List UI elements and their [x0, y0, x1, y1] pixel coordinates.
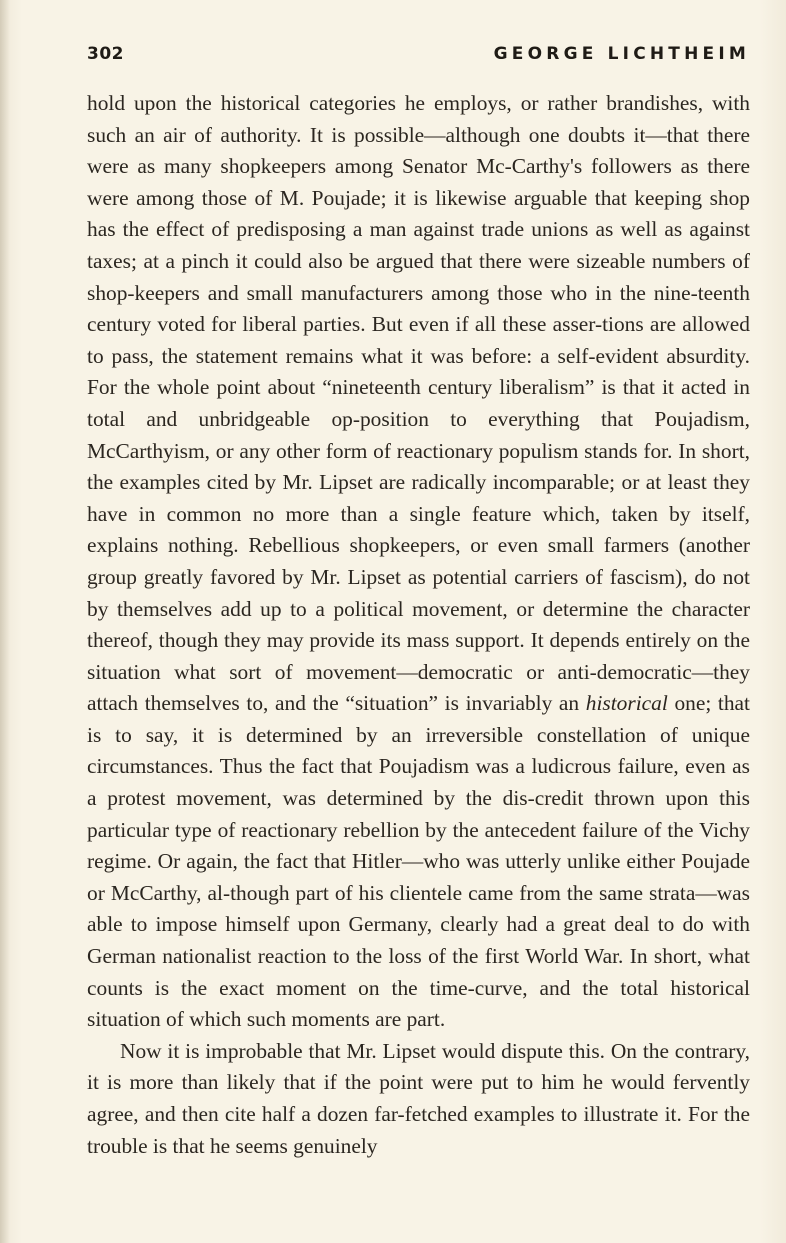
paragraph-1-text-before: hold upon the historical categories he employs, or rather brandishes, with such an air of authority. It is possible—although one doubts it—that there were as many shopkeepers among Senator Mc-Carthy's followers as there were among those of M. Poujade; it is likewise arguable that keeping shop has the effect of predisposing a man against trade unions as well as against taxes; at a pinch it could also be argued that there were sizeable numbers of shop-keepers and small manufacturers among those who in the nine-teenth century voted for liberal parties. But even if all these asser-tions are allowed to pass, the statement remains what it was before: a self-evident absurdity. For the whole point about “nineteenth century liberalism” is that it acted in total and unbridgeable op-position to everything that Poujadism, McCarthyism, or any other form of reactionary populism stands for. In short, the examples cited by Mr. Lipset are radically incomparable; or at least they have in common no more than a single feature which, taken by itself, explains nothing. Rebellious shopkeepers, or even small farmers (another group greatly favored by Mr. Lipset as potential carriers of fascism), do not by themselves add up to a political movement, or determine the character thereof, though they may provide its mass support. It depends entirely on the situation what sort of movement—democratic or anti-democratic—they attach themselves to, and the “situation” is invariably an [87, 91, 750, 716]
paragraph-2: Now it is improbable that Mr. Lipset would dispute this. On the contrary, it is more than likely that if the point were put to him he would fervently agree, and then cite half a dozen far-fetched examples to illustrate it. For the trouble is that he seems genuinely [87, 1038, 750, 1158]
paragraph-1 [87, 88, 750, 1036]
paragraph-1-text-after: one; that is to say, it is determined by an irreversible constellation of unique circumstances. Thus the fact that Poujadism was a ludicrous failure, even as a protest movement, was determined by the dis-credit thrown upon this particular type of reactionary rebellion by the antecedent failure of the Vichy regime. Or again, the fact that Hitler—who was utterly unlike either Poujade or McCarthy, al-though part of his clientele came from the same strata—was able to impose himself upon Germany, clearly had a great deal to do with German nationalist reaction to the loss of the first World War. In short, what counts is the exact moment on the time-curve, and the total historical situation of which such moments are part. [87, 691, 750, 1032]
body-text [87, 88, 750, 1162]
emphasis-historical: historical [585, 691, 668, 716]
running-head [87, 44, 750, 70]
running-title: GEORGE LICHTHEIM [493, 44, 750, 64]
page-number: 302 [87, 44, 124, 64]
spine-shadow [0, 0, 10, 1243]
